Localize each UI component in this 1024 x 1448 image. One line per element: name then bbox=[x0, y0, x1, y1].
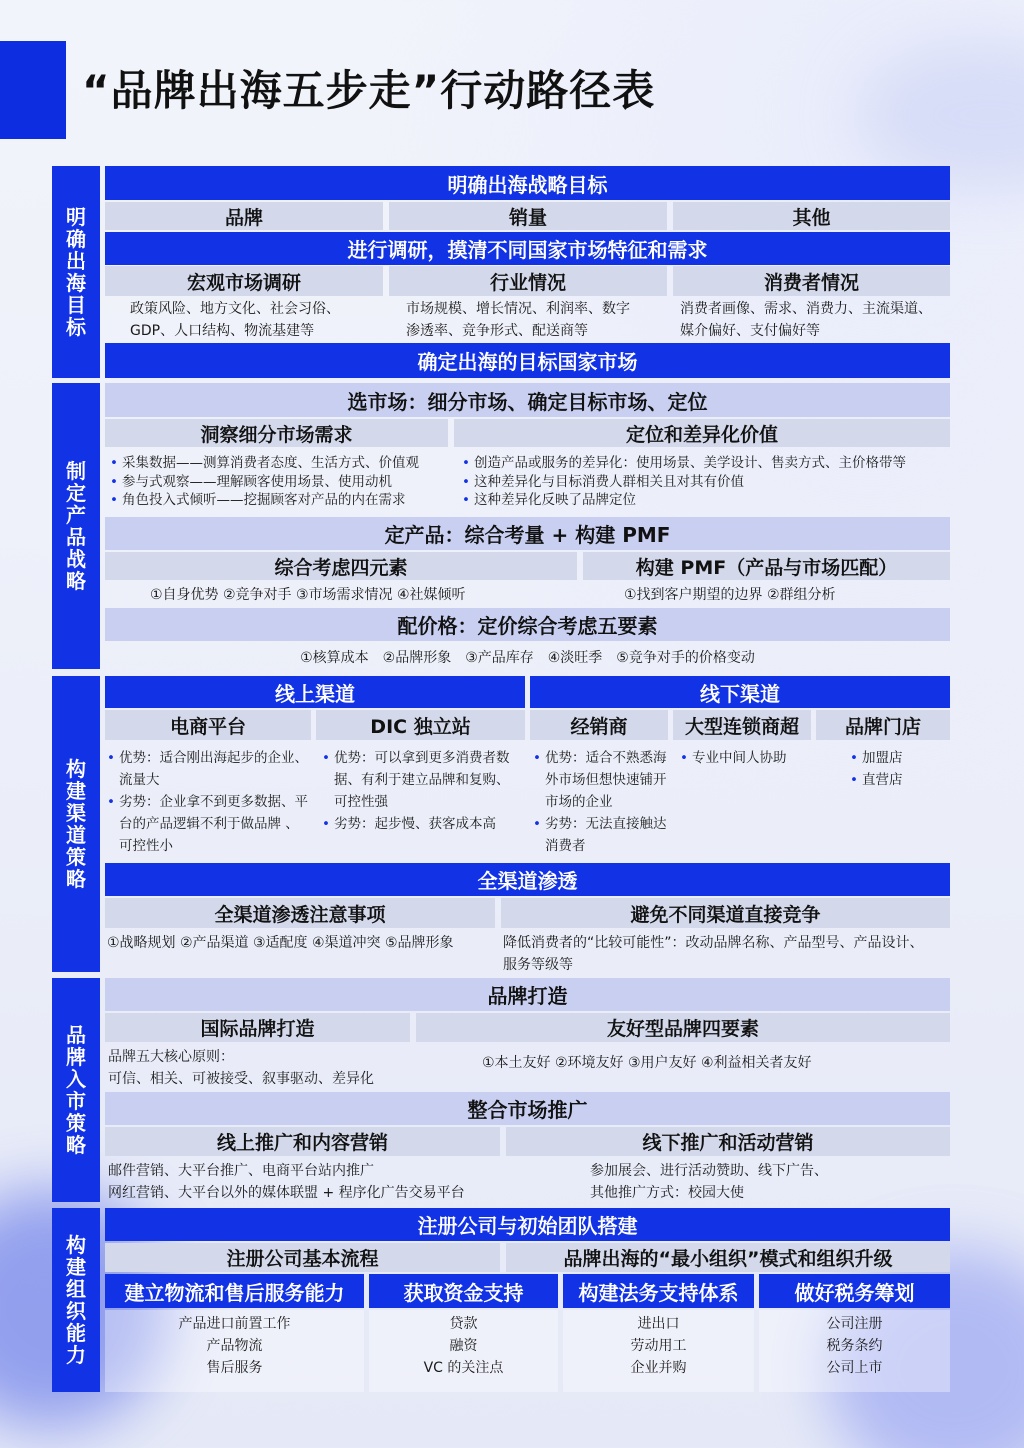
ecommerce-list: • 优势：适合刚出海起步的企业、流量大 • 劣势：企业拿不到更多数据、平台的产品逻辑不利于做品牌 、可控性小 bbox=[107, 747, 312, 857]
research-consumer-head: 消费者情况 bbox=[673, 266, 950, 296]
distributor-head: 经销商 bbox=[530, 710, 668, 740]
pmf-head: 构建 PMF（产品与市场匹配） bbox=[583, 552, 950, 580]
goal-sales: 销量 bbox=[389, 202, 667, 230]
funding-head: 获取资金支持 bbox=[369, 1274, 558, 1308]
positioning-list: • 创造产品或服务的差异化：使用场景、美学设计、售卖方式、主价格带等 • 这种差异化与目标消费人群相关且对其有价值 • 这种差异化反映了品牌定位 bbox=[462, 454, 906, 510]
logistics-head: 建立物流和售后服务能力 bbox=[105, 1274, 364, 1308]
research-macro-text: 政策风险、地方文化、社会习俗、 GDP、人口结构、物流基建等 bbox=[130, 301, 340, 339]
pmf-text: ①找到客户期望的边界 ②群组分析 bbox=[624, 587, 836, 603]
omnichannel-bar: 全渠道渗透 bbox=[105, 863, 950, 896]
online-promo-head: 线上推广和内容营销 bbox=[105, 1127, 500, 1156]
section2-bar-pricing: 配价格：定价综合考虑五要素 bbox=[105, 608, 950, 641]
dic-list: • 优势：可以拿到更多消费者数据、有利于建立品牌和复购、 可控性强 • 劣势：起步慢、获客成本高 bbox=[322, 747, 527, 835]
section-label-channel: 构建渠道策略 bbox=[52, 676, 100, 972]
research-consumer-text: 消费者画像、需求、消费力、主流渠道、 媒介偏好、支付偏好等 bbox=[680, 301, 932, 339]
insight-head: 洞察细分市场需求 bbox=[105, 419, 448, 447]
research-industry-text: 市场规模、增长情况、利润率、数字 渗透率、竞争形式、配送商等 bbox=[406, 301, 630, 339]
section1-bar-research: 进行调研，摸清不同国家市场特征和需求 bbox=[105, 232, 950, 265]
distributor-list: • 优势：适合不熟悉海外市场但想快速铺开市场的企业 • 劣势：无法直接触达消费者 bbox=[533, 747, 671, 857]
omnichannel-notes-text: ①战略规划 ②产品渠道 ③适配度 ④渠道冲突 ⑤品牌形象 bbox=[107, 935, 454, 951]
legal-items: 进出口 劳动用工 企业并购 bbox=[630, 1316, 687, 1376]
section-label-product: 制定产品战略 bbox=[52, 383, 100, 669]
tax-items: 公司注册 税务条约 公司上市 bbox=[826, 1316, 883, 1376]
intl-brand-head: 国际品牌打造 bbox=[105, 1013, 410, 1042]
chain-store-list: • 专业中间人协助 bbox=[680, 747, 815, 769]
online-channel-bar: 线上渠道 bbox=[105, 676, 525, 708]
ecommerce-head: 电商平台 bbox=[105, 710, 311, 740]
logistics-items: 产品进口前置工作 产品物流 售后服务 bbox=[178, 1316, 291, 1376]
avoid-competition-head: 避免不同渠道直接竞争 bbox=[501, 898, 950, 928]
goal-other: 其他 bbox=[673, 202, 950, 230]
insight-list: • 采集数据——测算消费者态度、生活方式、价值观 • 参与式观察——理解顾客使用场景、使用动机 • 角色投入式倾听——挖掘顾客对产品的内在需求 bbox=[110, 454, 419, 510]
title-accent-block bbox=[0, 41, 66, 139]
dic-head: DIC 独立站 bbox=[316, 710, 525, 740]
chain-store-head: 大型连锁商超 bbox=[673, 710, 811, 740]
four-elements-text: ①自身优势 ②竞争对手 ③市场需求情况 ④社媒倾听 bbox=[150, 587, 466, 603]
marketing-bar: 整合市场推广 bbox=[105, 1092, 950, 1125]
offline-promo-head: 线下推广和活动营销 bbox=[506, 1127, 950, 1156]
section1-bar-target-market: 确定出海的目标国家市场 bbox=[105, 343, 950, 378]
pricing-text: ①核算成本 ②品牌形象 ③产品库存 ④淡旺季 ⑤竞争对手的价格变动 bbox=[300, 650, 755, 666]
minimum-org-head: 品牌出海的“最小组织”模式和组织升级 bbox=[506, 1243, 950, 1272]
section2-bar-market-select: 选市场：细分市场、确定目标市场、定位 bbox=[105, 383, 950, 417]
section-label-goals: 明确出海目标 bbox=[52, 166, 100, 378]
omnichannel-notes-head: 全渠道渗透注意事项 bbox=[105, 898, 495, 928]
section1-bar-strategy: 明确出海战略目标 bbox=[105, 166, 950, 200]
page-title: “品牌出海五步走”行动路径表 bbox=[82, 66, 656, 115]
brand-building-bar: 品牌打造 bbox=[105, 978, 950, 1011]
legal-head: 构建法务支持体系 bbox=[563, 1274, 754, 1308]
research-macro-head: 宏观市场调研 bbox=[105, 266, 383, 296]
offline-promo-text: 参加展会、进行活动赞助、线下广告、 其他推广方式：校园大使 bbox=[590, 1163, 828, 1201]
friendly-brand-head: 友好型品牌四要素 bbox=[416, 1013, 950, 1042]
four-elements-head: 综合考虑四元素 bbox=[105, 552, 577, 580]
goal-brand: 品牌 bbox=[105, 202, 383, 230]
register-process-head: 注册公司基本流程 bbox=[105, 1243, 500, 1272]
offline-channel-bar: 线下渠道 bbox=[530, 676, 950, 708]
section-label-organization: 构建组织能力 bbox=[52, 1208, 100, 1392]
avoid-competition-text: 降低消费者的“比较可能性”：改动品牌名称、产品型号、产品设计、 服务等级等 bbox=[503, 935, 924, 973]
friendly-brand-text: ①本土友好 ②环境友好 ③用户友好 ④利益相关者友好 bbox=[482, 1055, 812, 1071]
positioning-head: 定位和差异化价值 bbox=[454, 419, 950, 447]
section2-bar-product: 定产品：综合考量 + 构建 PMF bbox=[105, 517, 950, 550]
funding-items: 贷款 融资 VC 的关注点 bbox=[423, 1316, 504, 1376]
online-promo-text: 邮件营销、大平台推广、电商平台站内推广 网红营销、大平台以外的媒体联盟 + 程序化广告交易平台 bbox=[108, 1163, 465, 1201]
section-label-brand: 品牌入市策略 bbox=[52, 978, 100, 1202]
tax-head: 做好税务筹划 bbox=[759, 1274, 950, 1308]
intl-brand-text: 品牌五大核心原则： 可信、相关、可被接受、叙事驱动、差异化 bbox=[108, 1049, 374, 1087]
register-company-bar: 注册公司与初始团队搭建 bbox=[105, 1208, 950, 1241]
research-industry-head: 行业情况 bbox=[389, 266, 667, 296]
brand-store-head: 品牌门店 bbox=[816, 710, 950, 740]
brand-store-list: • 加盟店 • 直营店 bbox=[850, 747, 940, 791]
